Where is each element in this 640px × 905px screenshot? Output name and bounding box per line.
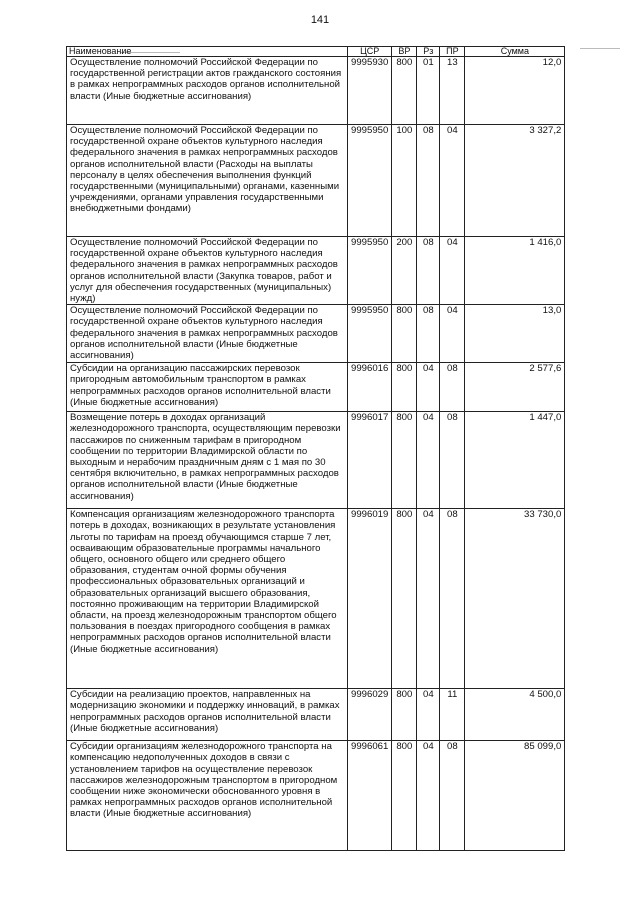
row-pr: 11 (440, 689, 465, 741)
row-vr: 800 (392, 363, 417, 412)
row-rz: 08 (417, 237, 440, 305)
header-csr: ЦСР (348, 47, 392, 57)
row-sum: 3 327,2 (465, 125, 565, 237)
row-csr: 9996029 (348, 689, 392, 741)
table-row (67, 741, 565, 851)
budget-table (66, 46, 565, 851)
row-name: Субсидии организациям железнодорожного транспорта на компенсацию недополученных доходов в связи с установлением тарифов на осуществление перевозок пассажиров железнодорожным транспортом в пригородном сообщении ниже экономически обоснованного уровня в рамках непрограммных расходов органов исполнительной власти (Иные бюджетные ассигнования) (67, 741, 348, 851)
table-row (67, 237, 565, 305)
row-csr: 9995950 (348, 237, 392, 305)
row-sum: 85 099,0 (465, 741, 565, 851)
row-csr: 9995950 (348, 305, 392, 363)
row-name: Осуществление полномочий Российской Федерации по государственной регистрации актов гражданского состояния в рамках непрограммных расходов органов исполнительной власти (Иные бюджетные ассигнования) (67, 57, 348, 125)
header-name: Наименование (67, 47, 348, 57)
row-rz: 04 (417, 412, 440, 509)
row-vr: 800 (392, 412, 417, 509)
table-row (67, 509, 565, 689)
row-rz: 04 (417, 689, 440, 741)
row-vr: 800 (392, 305, 417, 363)
row-name: Осуществление полномочий Российской Федерации по государственной охране объектов культурного наследия федерального значения в рамках непрограммных расходов органов исполнительной власти (Расходы на выплаты персоналу в целях обеспечения выполнения функций государственными (муниципальными) органами, казенными учреждениями, органами управления государственными внебюджетными фондами) (67, 125, 348, 237)
row-pr: 04 (440, 125, 465, 237)
row-name: Возмещение потерь в доходах организаций железнодорожного транспорта, осуществляющим перевозки пассажиров по сниженным тарифам в пригородном сообщении по территории Владимирской области по выходным и нерабочим праздничным дням с 1 мая по 30 сентября включительно, в рамках непрограммных расходов органов исполнительной власти (Иные бюджетные ассигнования) (67, 412, 348, 509)
row-csr: 9996016 (348, 363, 392, 412)
row-name: Осуществление полномочий Российской Федерации по государственной охране объектов культурного наследия федерального значения в рамках непрограммных расходов органов исполнительной власти (Иные бюджетные ассигнования) (67, 305, 348, 363)
row-sum: 2 577,6 (465, 363, 565, 412)
table-header-row (67, 47, 565, 57)
row-name: Осуществление полномочий Российской Федерации по государственной охране объектов культурного наследия федерального значения в рамках непрограммных расходов органов исполнительной власти (Закупка товаров, работ и услуг для обеспечения государственных (муниципальных) нужд) (67, 237, 348, 305)
page-number: 141 (310, 14, 330, 26)
row-vr: 200 (392, 237, 417, 305)
row-vr: 800 (392, 509, 417, 689)
row-csr: 9996017 (348, 412, 392, 509)
row-pr: 08 (440, 741, 465, 851)
row-pr: 04 (440, 237, 465, 305)
row-rz: 04 (417, 509, 440, 689)
row-sum: 12,0 (465, 57, 565, 125)
row-sum: 1 447,0 (465, 412, 565, 509)
row-pr: 08 (440, 509, 465, 689)
row-pr: 04 (440, 305, 465, 363)
header-sum: Сумма (465, 47, 565, 57)
row-sum: 1 416,0 (465, 237, 565, 305)
row-vr: 800 (392, 689, 417, 741)
scan-mark (580, 48, 620, 49)
row-name: Субсидии на организацию пассажирских перевозок пригородным автомобильным транспортом в рамках непрограммных расходов органов исполнительной власти (Иные бюджетные ассигнования) (67, 363, 348, 412)
row-rz: 04 (417, 363, 440, 412)
table-row (67, 689, 565, 741)
table-row (67, 57, 565, 125)
row-sum: 4 500,0 (465, 689, 565, 741)
row-name: Компенсация организациям железнодорожного транспорта потерь в доходах, возникающих в результате установления льготы по тарифам на проезд обучающимся старше 7 лет, осваивающим образовательные программы начального общего, основного общего или среднего общего образования, студентам очной формы обучения профессиональных образовательных организаций и образовательных организаций высшего образования, постоянно проживающим на территории Владимирской области, на проезд железнодорожным транспортом общего пользования в поездах пригородного сообщения в рамках непрограммных расходов органов исполнительной власти (Иные бюджетные ассигнования) (67, 509, 348, 689)
row-rz: 04 (417, 741, 440, 851)
row-pr: 13 (440, 57, 465, 125)
table-row (67, 125, 565, 237)
row-rz: 08 (417, 125, 440, 237)
row-csr: 9996019 (348, 509, 392, 689)
header-rz: Рз (417, 47, 440, 57)
row-pr: 08 (440, 412, 465, 509)
row-vr: 800 (392, 741, 417, 851)
table-row (67, 412, 565, 509)
header-vr: ВР (392, 47, 417, 57)
row-vr: 800 (392, 57, 417, 125)
row-name: Субсидии на реализацию проектов, направленных на модернизацию экономики и поддержку инноваций, в рамках непрограммных расходов органов исполнительной власти (Иные бюджетные ассигнования) (67, 689, 348, 741)
header-pr: ПР (440, 47, 465, 57)
row-sum: 13,0 (465, 305, 565, 363)
table-row (67, 363, 565, 412)
row-rz: 08 (417, 305, 440, 363)
row-vr: 100 (392, 125, 417, 237)
row-sum: 33 730,0 (465, 509, 565, 689)
row-csr: 9996061 (348, 741, 392, 851)
row-csr: 9995950 (348, 125, 392, 237)
row-pr: 08 (440, 363, 465, 412)
row-csr: 9995930 (348, 57, 392, 125)
table-row (67, 305, 565, 363)
row-rz: 01 (417, 57, 440, 125)
